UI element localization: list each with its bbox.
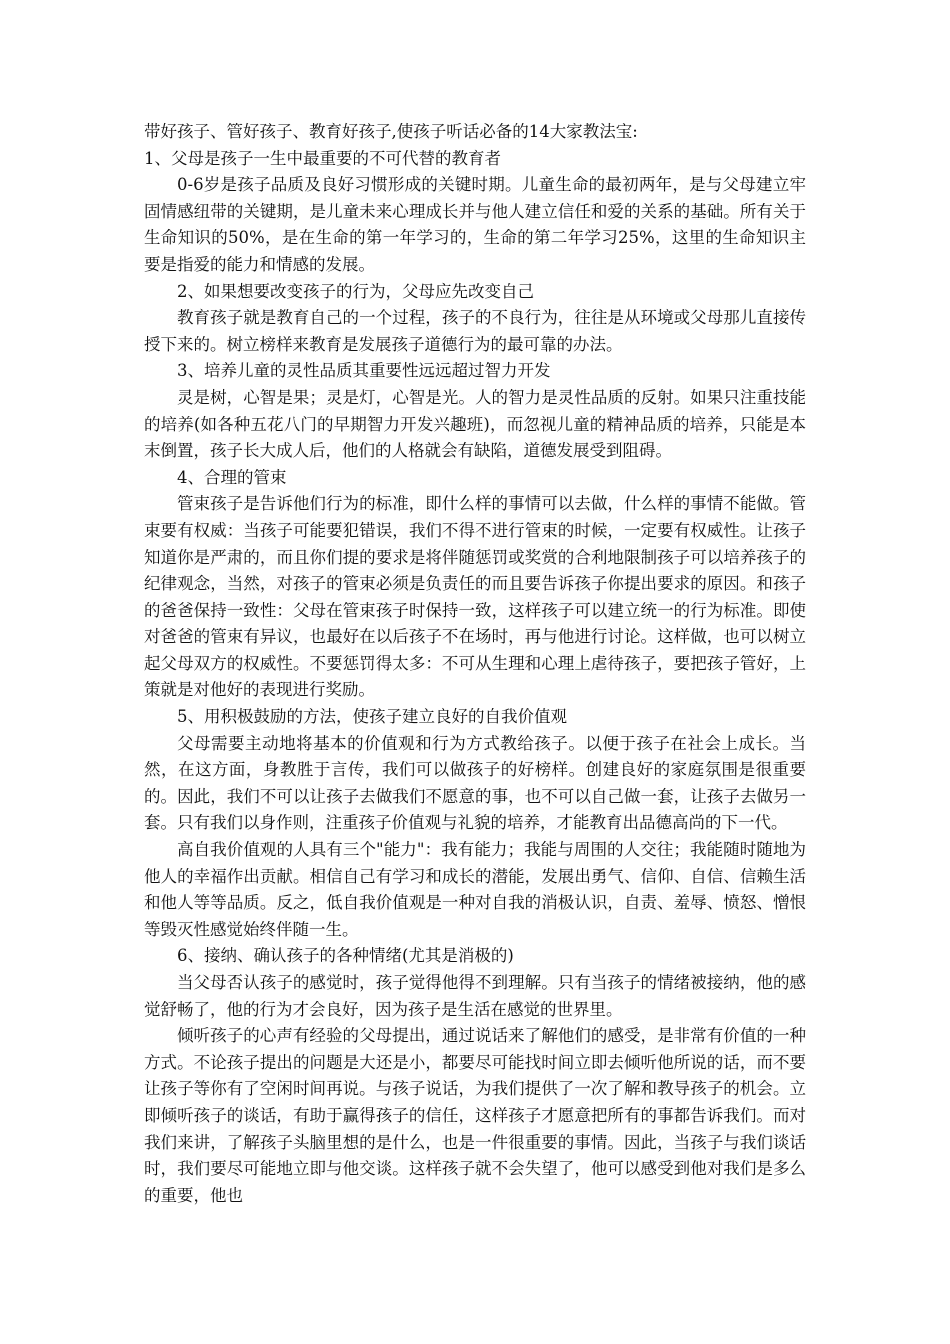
paragraph-4: 管束孩子是告诉他们行为的标准，即什么样的事情可以去做，什么样的事情不能做。管束要有权威：当孩子可能要犯错误，我们不得不进行管束的时候，一定要有权威性。让孩子知道你是严肃的，而且你们提的要求是将伴随惩罚或奖赏的合利地限制孩子可以培养孩子的纪律观念，当然，对孩子的管束必须是负责任的而且要告诉孩子你提出要求的原因。和孩子的爸爸保持一致性：父母在管束孩子时保持一致，这样孩子可以建立统一的行为标准。即使对爸爸的管束有异议，也最好在以后孩子不在场时，再与他进行讨论。这样做，也可以树立起父母双方的权威性。不要惩罚得太多：不可从生理和心理上虐待孩子，要把孩子管好，上策就是对他好的表现进行奖励。 bbox=[144, 494, 806, 700]
document-body bbox=[144, 119, 806, 1209]
paragraph-7: 当父母否认孩子的感觉时，孩子觉得他得不到理解。只有当孩子的情绪被接纳，他的感觉舒畅了，他的行为才会良好，因为孩子是生活在感觉的世界里。 bbox=[144, 973, 806, 1019]
section-heading-4: 4、合理的管束 bbox=[177, 467, 287, 487]
paragraph-3: 灵是树，心智是果；灵是灯，心智是光。人的智力是灵性品质的反射。如果只注重技能的培养(如各种五花八门的早期智力开发兴趣班)，而忽视儿童的精神品质的培养，只能是本末倒置，孩子长大成人后，他们的人格就会有缺陷，道德发展受到阻碍。 bbox=[144, 387, 806, 461]
section-heading-1: 1、父母是孩子一生中最重要的不可代替的教育者 bbox=[144, 148, 501, 168]
section-heading-3: 3、培养儿童的灵性品质其重要性远远超过智力开发 bbox=[177, 361, 551, 381]
paragraph-8: 倾听孩子的心声有经验的父母提出，通过说话来了解他们的感受，是非常有价值的一种方式。不论孩子提出的问题是大还是小，都要尽可能找时间立即去倾听他所说的话，而不要让孩子等你有了空闲时间再说。与孩子说话，为我们提供了一次了解和教导孩子的机会。立即倾听孩子的谈话，有助于赢得孩子的信任，这样孩子才愿意把所有的事都告诉我们。而对我们来讲，了解孩子头脑里想的是什么，也是一件很重要的事情。因此，当孩子与我们谈话时，我们要尽可能地立即与他交谈。这样孩子就不会失望了，他可以感受到他对我们是多么的重要，他也 bbox=[144, 1026, 806, 1205]
paragraph-2: 教育孩子就是教育自己的一个过程，孩子的不良行为，往往是从环境或父母那儿直接传授下来的。树立榜样来教育是发展孩子道德行为的最可靠的办法。 bbox=[144, 308, 806, 354]
section-heading-5: 5、用积极鼓励的方法，使孩子建立良好的自我价值观 bbox=[177, 707, 567, 727]
paragraph-5: 父母需要主动地将基本的价值观和行为方式教给孩子。以便于孩子在社会上成长。当然，在这方面，身教胜于言传，我们可以做孩子的好榜样。创建良好的家庭氛围是很重要的。因此，我们不可以让孩子去做我们不愿意的事，也不可以自己做一套，让孩子去做另一套。只有我们以身作则，注重孩子价值观与礼貌的培养，才能教育出品德高尚的下一代。 bbox=[144, 733, 806, 833]
document-title-line: 带好孩子、管好孩子、教育好孩子,使孩子听话必备的14大家教法宝: bbox=[144, 122, 638, 141]
section-heading-6: 6、接纳、确认孩子的各种情绪(尤其是消极的) bbox=[177, 946, 514, 966]
paragraph-1: 0-6岁是孩子品质及良好习惯形成的关键时期。儿童生命的最初两年，是与父母建立牢固情感纽带的关键期，是儿童未来心理成长并与他人建立信任和爱的关系的基础。所有关于生命知识的50%，是在生命的第一年学习的，生命的第二年学习25%，这里的生命知识主要是指爱的能力和情感的发展。 bbox=[144, 175, 806, 274]
section-heading-2: 2、如果想要改变孩子的行为，父母应先改变自己 bbox=[177, 281, 534, 301]
paragraph-6: 高自我价值观的人具有三个"能力"：我有能力；我能与周围的人交往；我能随时随地为他人的幸福作出贡献。相信自己有学习和成长的潜能，发展出勇气、信仰、自信、信赖生活和他人等等品质。反之，低自我价值观是一种对自我的消极认识，自责、羞辱、愤怒、憎恨等毁灭性感觉始终伴随一生。 bbox=[144, 840, 806, 939]
